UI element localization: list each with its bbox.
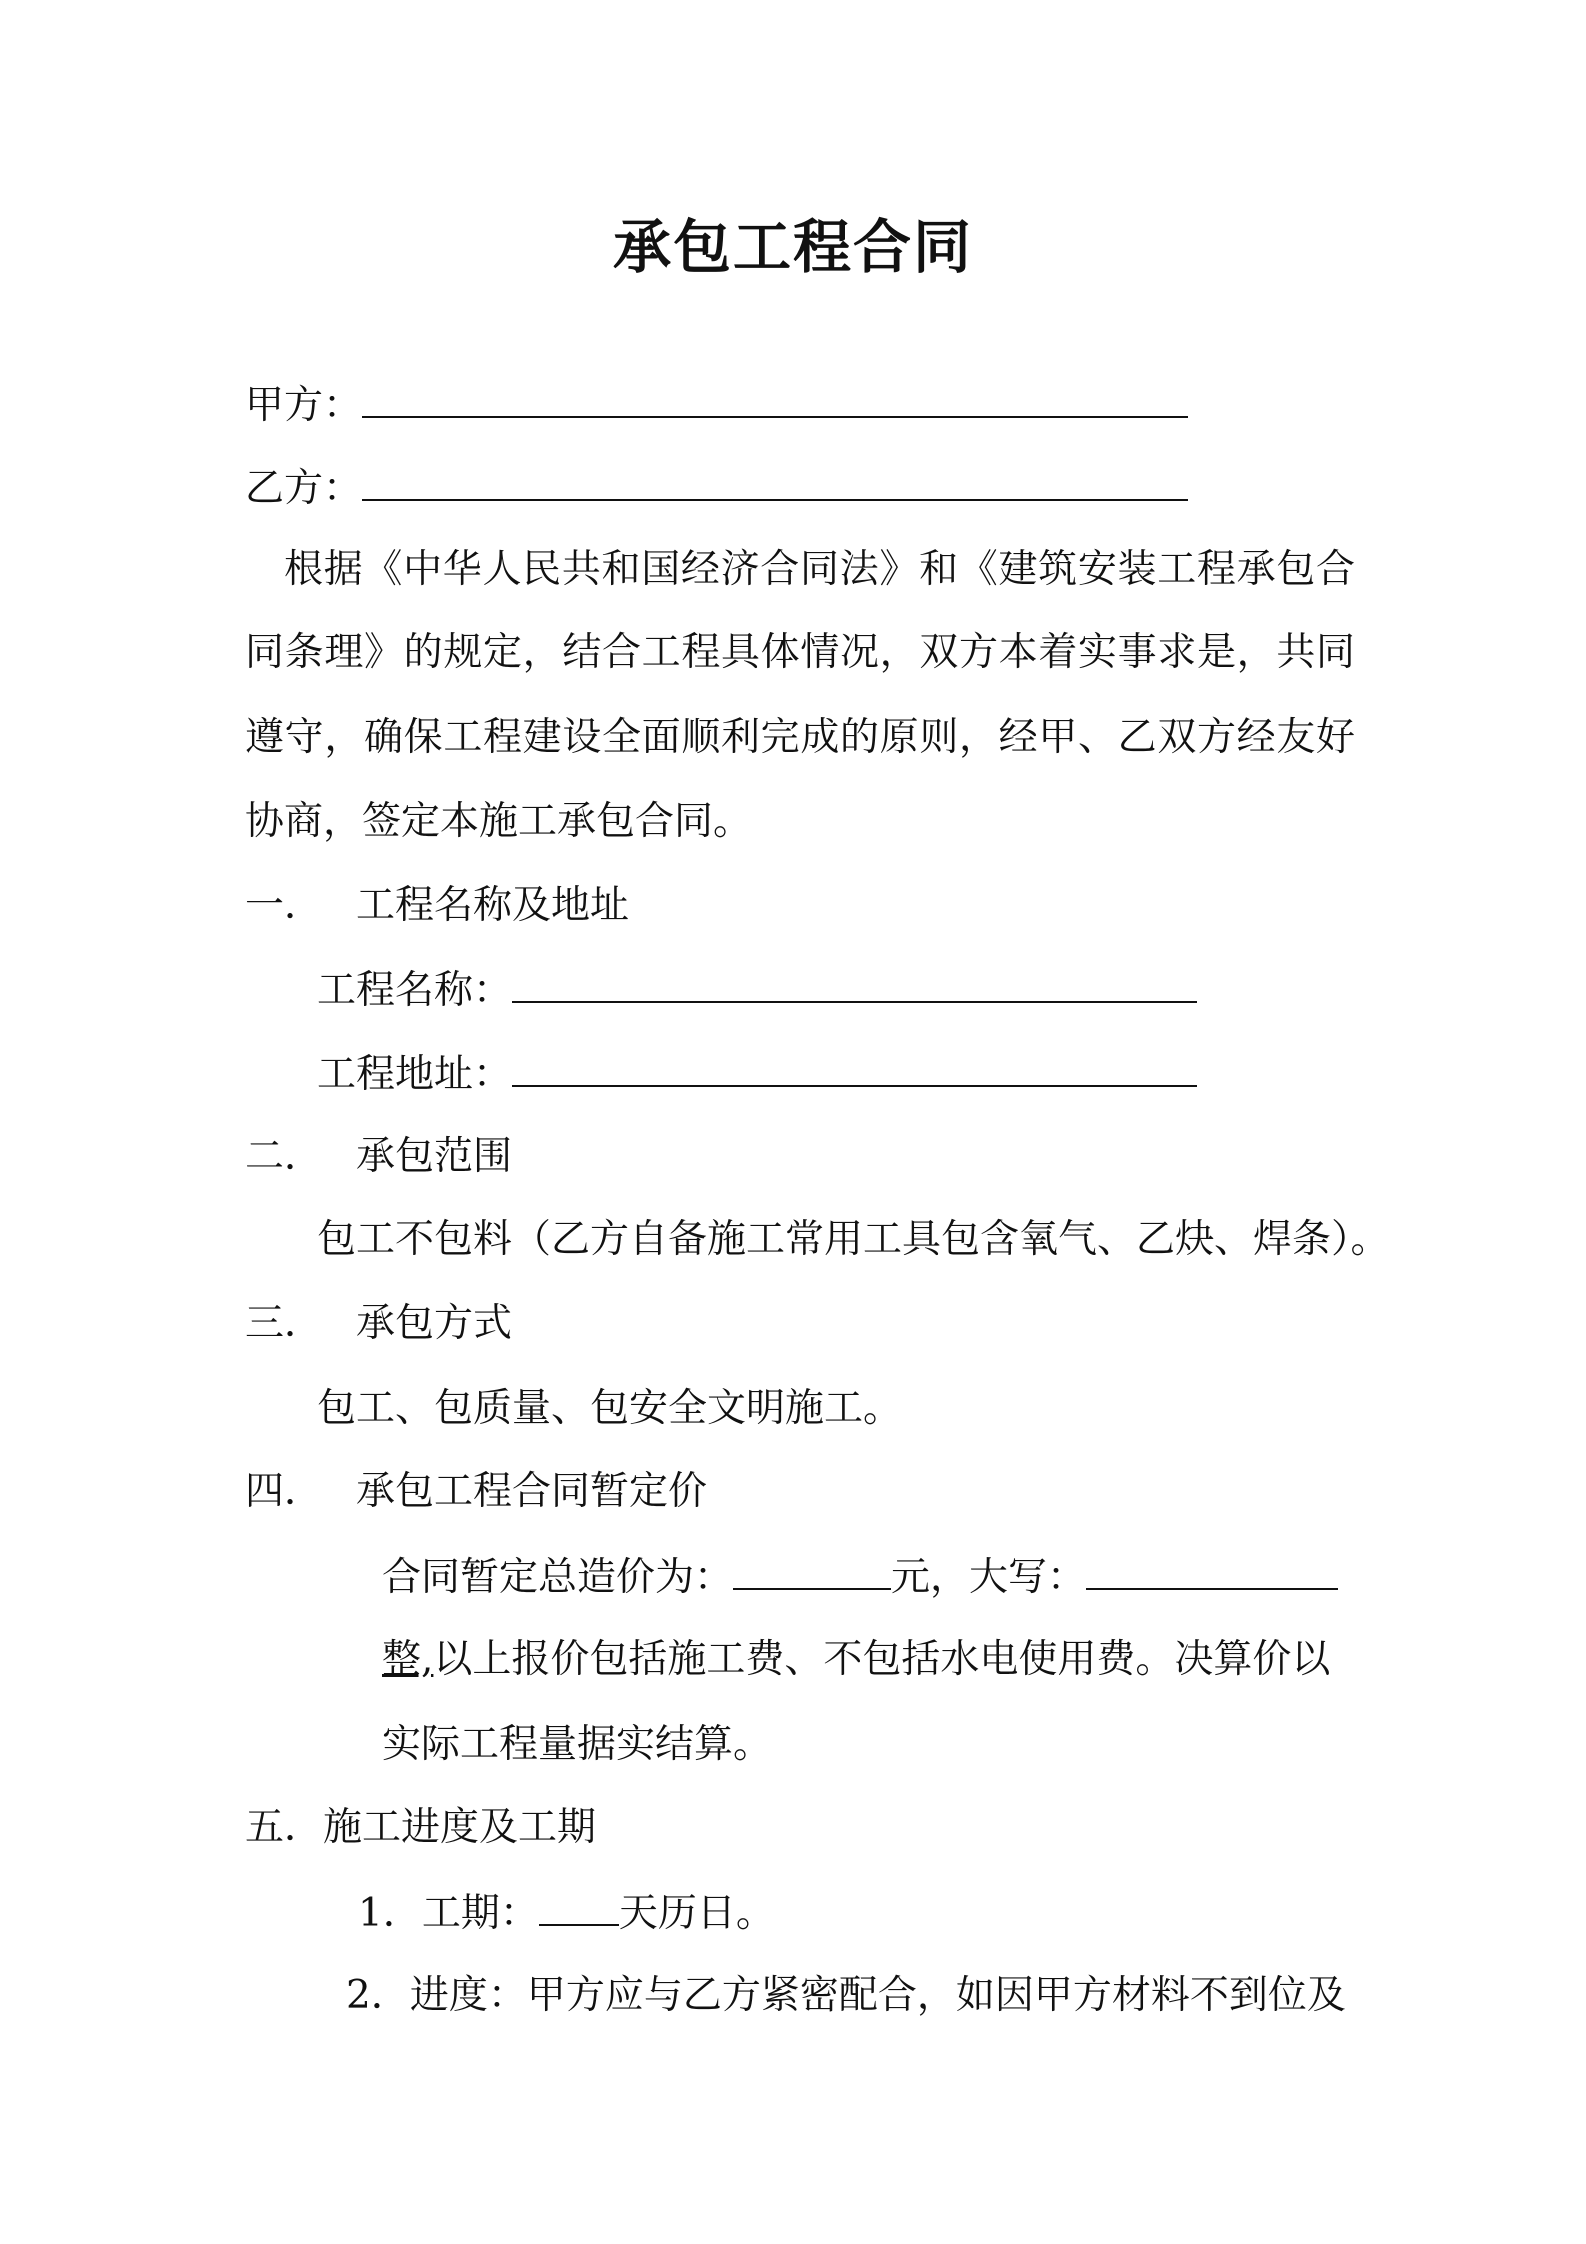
section-4-heading: [245, 1468, 707, 1516]
project-address-blank: [512, 1049, 1197, 1087]
section-3-heading: [245, 1300, 512, 1348]
section-number: 四．: [245, 1469, 324, 1514]
section-title: 承包范围: [356, 1134, 513, 1179]
price-line-3: 实际工程量据实结算。: [382, 1722, 773, 1767]
price-blank: [733, 1552, 891, 1590]
party-a-line: [245, 380, 1188, 430]
price-line: [382, 1552, 1338, 1602]
section-1-heading: [245, 882, 629, 930]
preamble-line-1: 根据《中华人民共和国经济合同法》和《建筑安装工程承包合: [284, 547, 1355, 592]
project-name-line: [317, 965, 1197, 1015]
section-3-body: 包工、包质量、包安全文明施工。: [317, 1386, 903, 1431]
preamble-line-2: 同条理》的规定，结合工程具体情况，双方本着实事求是，共同: [245, 630, 1355, 675]
document-title: 承包工程合同: [612, 213, 973, 281]
section-number: 三．: [245, 1301, 324, 1346]
duration-unit: 天历日。: [618, 1891, 775, 1936]
price-label: 合同暂定总造价为：: [382, 1555, 734, 1600]
party-b-blank: [362, 463, 1188, 501]
zheng-text: 整,: [382, 1637, 434, 1682]
section-2-body: 包工不包料（乙方自备施工常用工具包含氧气、乙炔、焊条）。: [317, 1217, 1390, 1262]
section-2-heading: [245, 1133, 512, 1181]
party-b-line: [245, 463, 1188, 513]
party-b-label: 乙方：: [245, 466, 363, 511]
duration-line: [358, 1888, 775, 1938]
price-note: 以上报价包括施工费、不包括水电使用费。决算价以: [433, 1637, 1331, 1682]
duration-label: 1．工期：: [358, 1891, 539, 1936]
section-5-heading: 五．施工进度及工期: [245, 1805, 597, 1850]
section-number: 二．: [245, 1134, 324, 1179]
progress-line: 2．进度：甲方应与乙方紧密配合，如因甲方材料不到位及: [346, 1973, 1346, 2018]
price-words-label: 元，大写：: [891, 1555, 1087, 1600]
preamble-line-3: 遵守，确保工程建设全面顺利完成的原则，经甲、乙双方经友好: [245, 715, 1355, 760]
price-words-blank: [1086, 1552, 1338, 1590]
section-number: 一．: [245, 883, 324, 928]
project-address-line: [317, 1049, 1197, 1099]
project-name-label: 工程名称：: [317, 968, 513, 1013]
project-address-label: 工程地址：: [317, 1052, 513, 1097]
section-title: 承包工程合同暂定价: [356, 1469, 708, 1514]
preamble-line-4: 协商，签定本施工承包合同。: [245, 799, 753, 844]
section-title: 承包方式: [356, 1301, 513, 1346]
party-a-blank: [362, 380, 1188, 418]
party-a-label: 甲方：: [245, 383, 363, 428]
project-name-blank: [512, 965, 1197, 1003]
price-line-2: [382, 1636, 1330, 1684]
section-title: 工程名称及地址: [356, 883, 630, 928]
duration-blank: [539, 1888, 619, 1926]
